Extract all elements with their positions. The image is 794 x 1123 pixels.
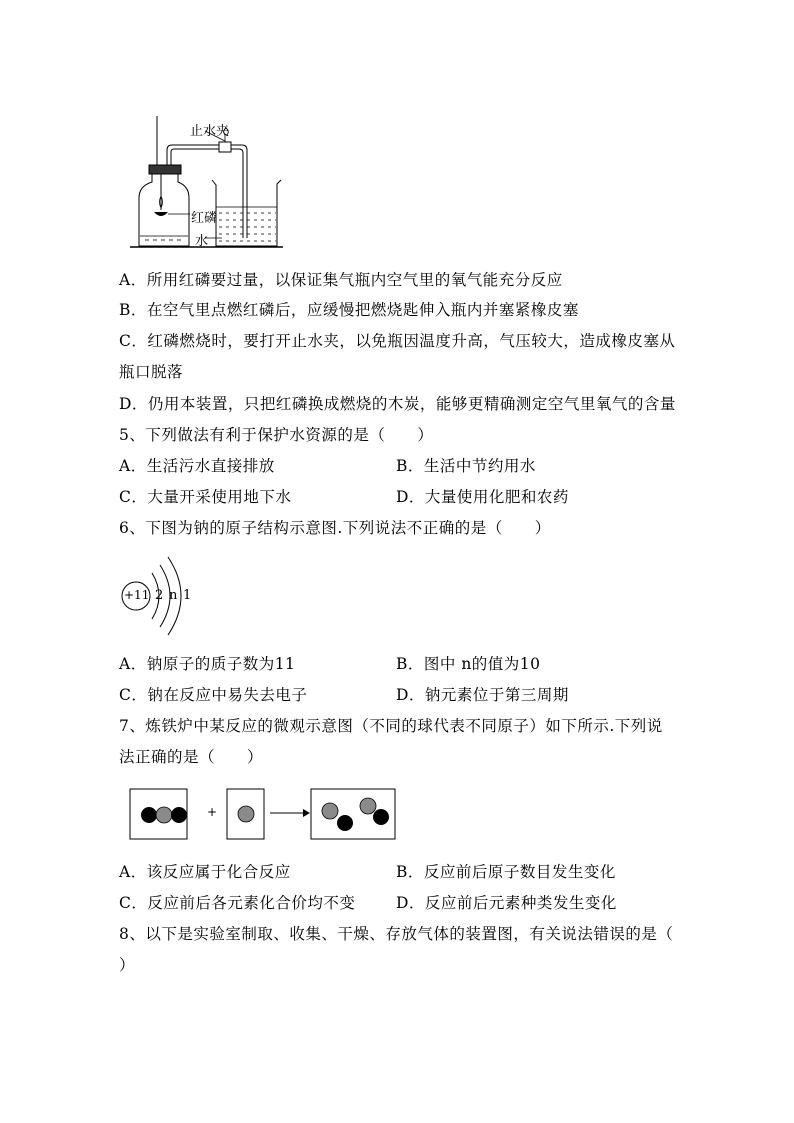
plus-sign: + [207,805,218,819]
q4-option-c: C．红磷燃烧时，要打开止水夹，以免瓶因温度升高，气压较大，造成橡皮塞从 [119,332,676,350]
q6-option-b: B．图中 n的值为10 [396,655,541,673]
q8-stem: 8、以下是实验室制取、收集、干燥、存放气体的装置图，有关说法错误的是（ [119,925,674,943]
q4-option-a: A．所用红磷要过量，以保证集气瓶内空气里的氧气能充分反应 [119,271,563,289]
q7-option-b: B．反应前后原子数目发生变化 [396,863,616,881]
q6-stem: 6、下图为钠的原子结构示意图.下列说法不正确的是（ ） [119,519,551,537]
q5-option-c: C．大量开采使用地下水 [119,488,292,506]
shell-3-electrons: 1 [183,588,192,603]
black-atom [337,815,353,831]
black-atom [171,807,187,823]
q5-option-a: A．生活污水直接排放 [119,457,275,475]
q5-stem: 5、下列做法有利于保护水资源的是（ ） [119,426,434,444]
q7-option-d: D．反应前后元素种类发生变化 [396,894,617,912]
black-atom [373,809,389,825]
nucleus-charge: +11 [124,588,150,602]
q8-stem-cont: ） [119,956,136,974]
q4-option-d: D．仍用本装置，只把红磷换成燃烧的木炭，能够更精确测定空气里氧气的含量 [119,395,676,413]
shell-2-electrons: n [169,588,178,603]
gray-atom [322,803,338,819]
q6-option-d: D．钠元素位于第三周期 [396,686,569,704]
black-atom [141,807,157,823]
q5-option-d: D．大量使用化肥和农药 [396,488,569,506]
q4-option-c-cont: 瓶口脱落 [119,363,184,381]
phosphorus-label: 红磷 [191,211,218,226]
gray-atom [360,798,376,814]
q4-option-b: B．在空气里点燃红磷后，应缓慢把燃烧匙伸入瓶内并塞紧橡皮塞 [119,301,579,319]
gray-atom [156,807,172,823]
q5-option-b: B．生活中节约用水 [396,457,536,475]
q7-option-c: C．反应前后各元素化合价均不变 [119,894,356,912]
q7-stem-cont: 法正确的是（ ） [119,748,264,766]
clamp-label: 止水夹 [190,124,230,139]
shell-1-electrons: 2 [155,588,164,603]
water-label: 水 [195,234,209,249]
q7-option-a: A．该反应属于化合反应 [119,863,291,881]
q7-stem: 7、炼铁炉中某反应的微观示意图（不同的球代表不同原子）如下所示.下列说 [119,717,663,735]
gray-atom [238,806,254,822]
q6-option-c: C．钠在反应中易失去电子 [119,686,308,704]
q6-option-a: A．钠原子的质子数为11 [119,655,296,673]
